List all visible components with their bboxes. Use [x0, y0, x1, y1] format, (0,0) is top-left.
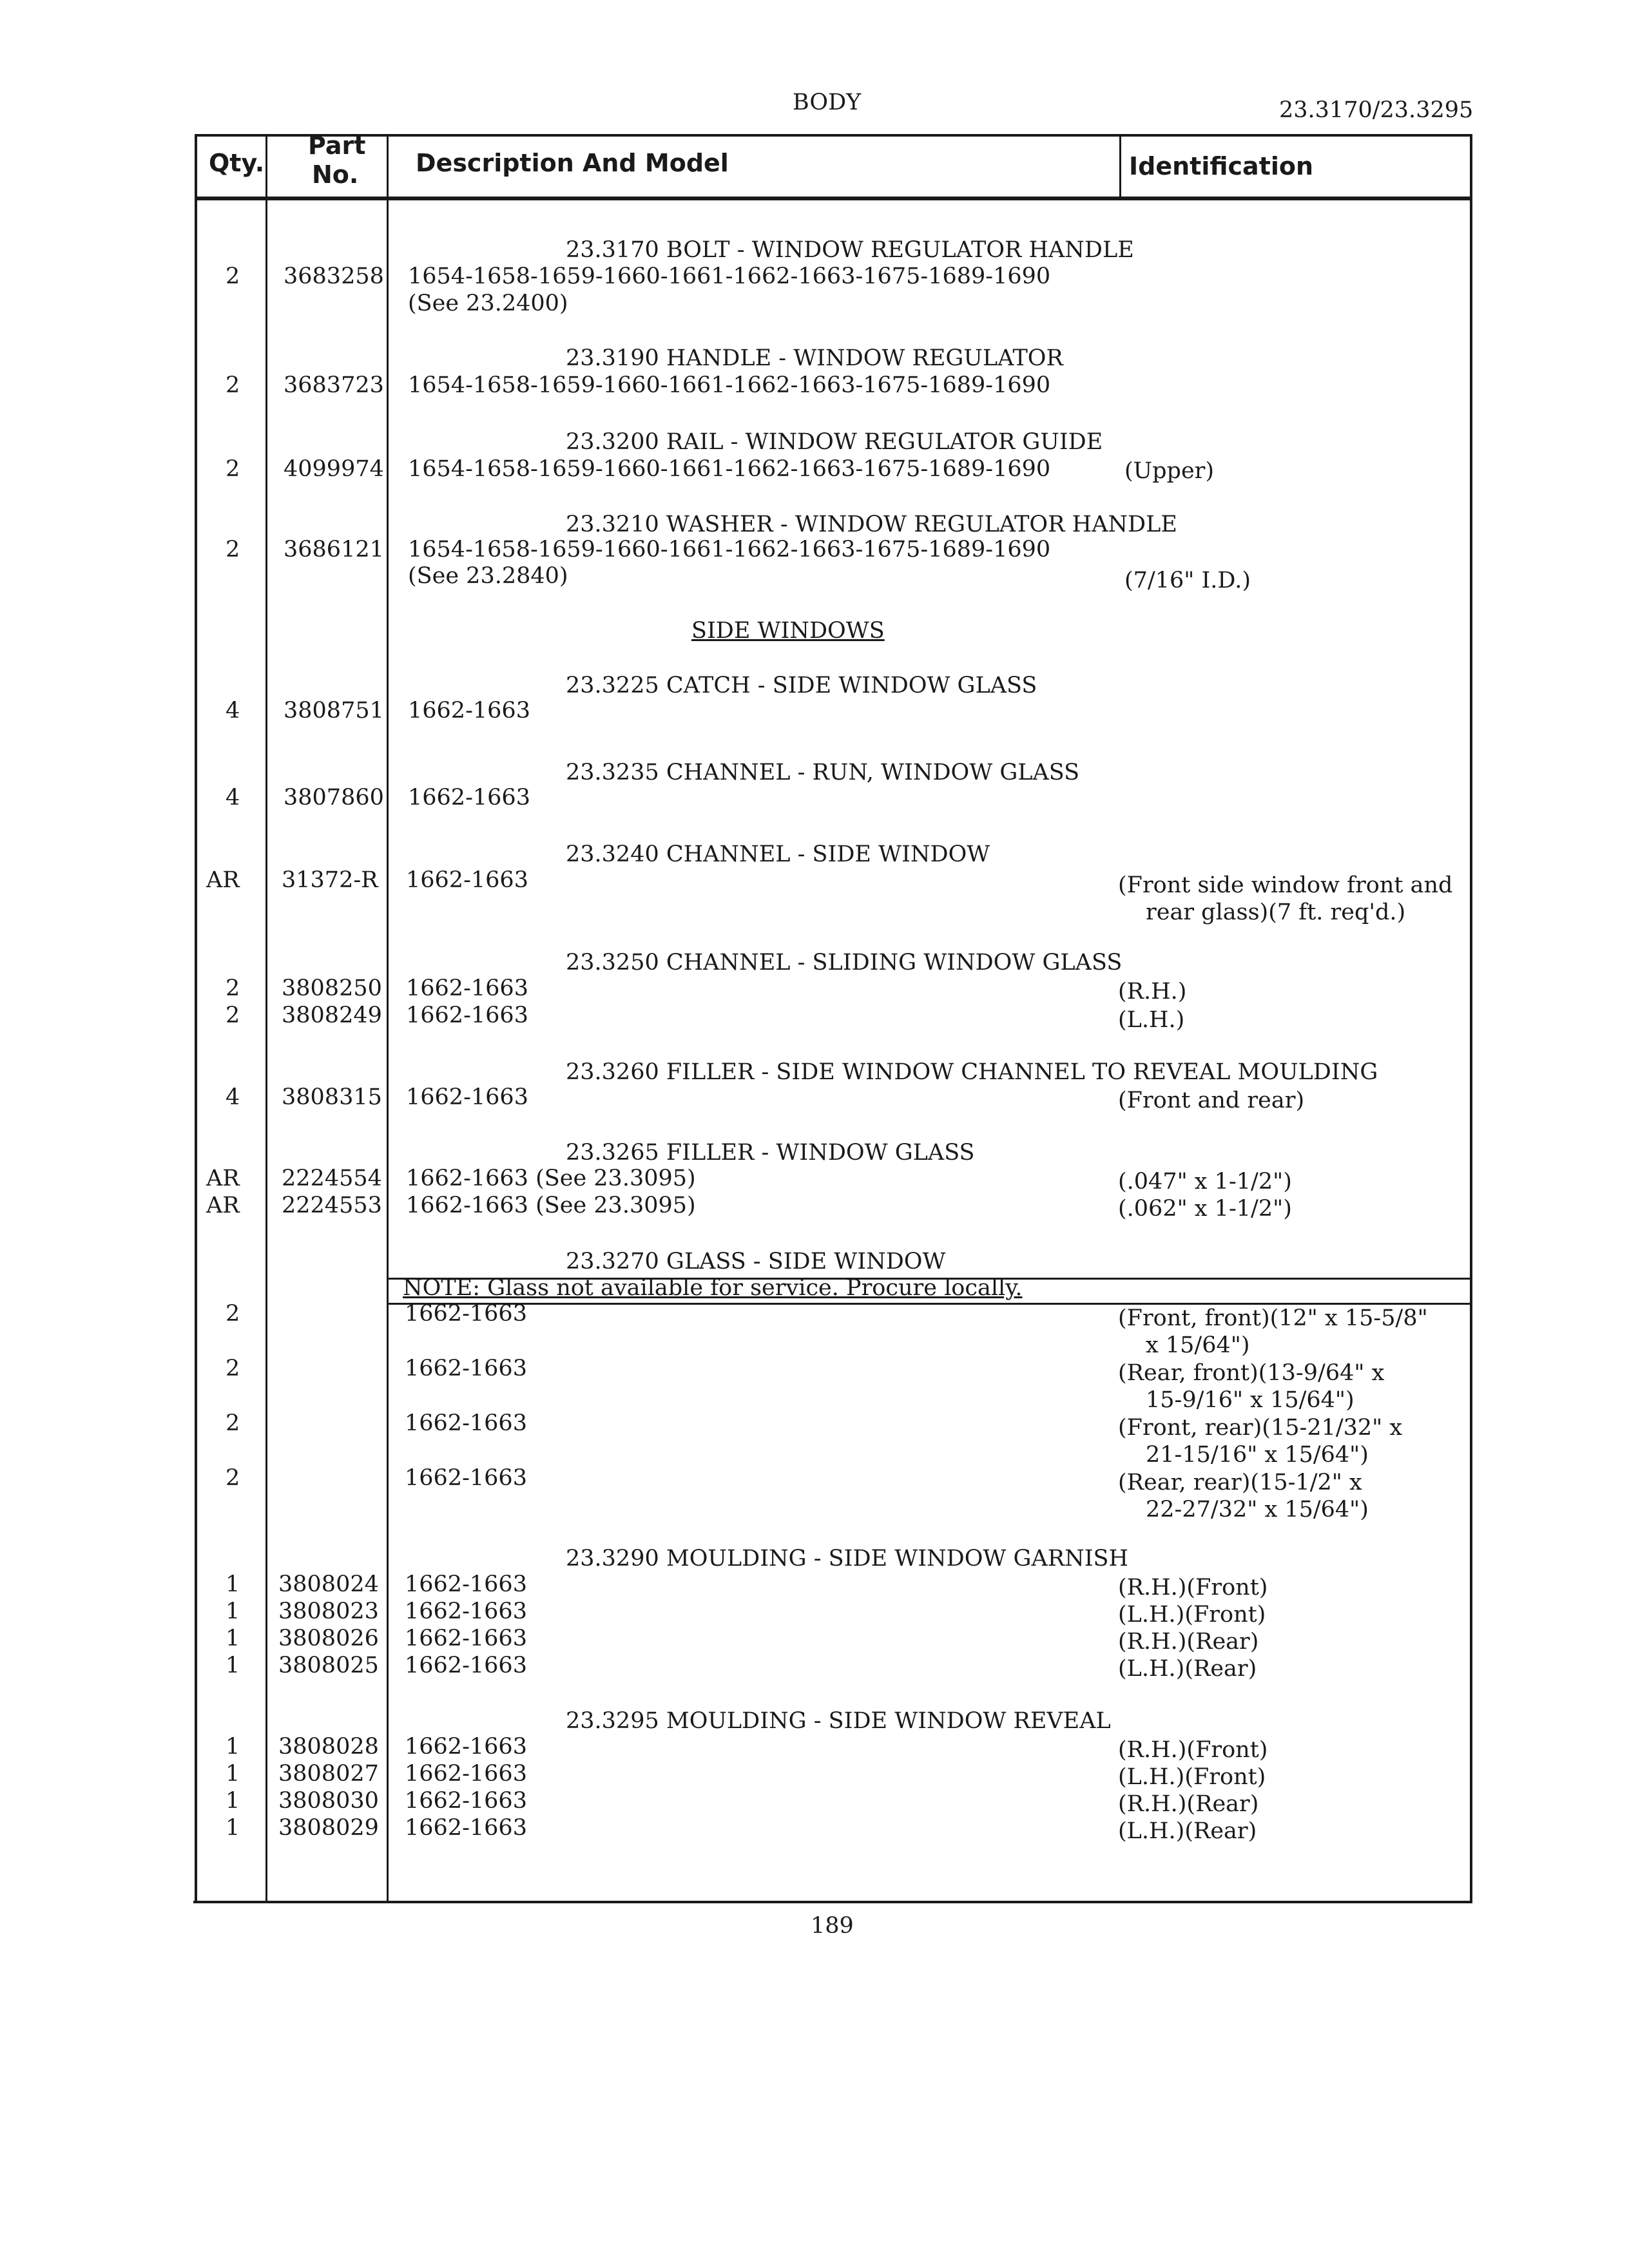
part-number-cell: 3808023 [278, 1599, 379, 1624]
identification-column-divider [1119, 134, 1121, 198]
group-heading: 23.3240 CHANNEL - SIDE WINDOW [566, 841, 990, 867]
identification-cell: (Front side window front and [1118, 872, 1453, 898]
group-heading: 23.3295 MOULDING - SIDE WINDOW REVEAL [566, 1708, 1111, 1734]
model-cell: 1662-1663 [405, 1653, 527, 1678]
identification-cell: (R.H.)(Rear) [1118, 1791, 1259, 1817]
qty-cell: 1 [226, 1734, 240, 1760]
identification-cell: (R.H.) [1118, 979, 1187, 1004]
page-number: 189 [811, 1913, 854, 1939]
group-heading: 23.3200 RAIL - WINDOW REGULATOR GUIDE [566, 429, 1103, 455]
identification-cell: (L.H.) [1118, 1007, 1185, 1033]
identification-cell: rear glass)(7 ft. req'd.) [1146, 899, 1406, 925]
identification-cell: (Front, front)(12" x 15-5/8" [1118, 1305, 1428, 1331]
group-heading: 23.3210 WASHER - WINDOW REGULATOR HANDLE [566, 512, 1177, 537]
model-cell: 1662-1663 [405, 1761, 527, 1787]
model-cell: 1662-1663 [406, 1084, 528, 1110]
identification-cell: (.047" x 1-1/2") [1118, 1169, 1292, 1195]
identification-cell: (L.H.)(Rear) [1118, 1818, 1257, 1844]
identification-cell: 21-15/16" x 15/64") [1146, 1442, 1369, 1468]
part-number-cell: 3808028 [278, 1734, 379, 1760]
model-cell: 1654-1658-1659-1660-1661-1662-1663-1675-1689-1690 [408, 456, 1051, 482]
group-heading: 23.3225 CATCH - SIDE WINDOW GLASS [566, 673, 1037, 698]
part-number-cell: 3808029 [278, 1815, 379, 1841]
identification-cell: (R.H.)(Front) [1118, 1575, 1268, 1600]
identification-cell: (L.H.)(Front) [1118, 1764, 1266, 1790]
model-cell: 1662-1663 (See 23.3095) [406, 1166, 696, 1191]
identification-cell: 22-27/32" x 15/64") [1146, 1497, 1369, 1523]
part-number-cell: 4099974 [284, 456, 384, 482]
part-header-line1: Part [308, 131, 366, 160]
section-subtitle: SIDE WINDOWS [691, 618, 885, 644]
identification-header: Identification [1129, 152, 1314, 180]
table-bottom-border [193, 1901, 1472, 1903]
part-number-cell: 3808025 [278, 1653, 379, 1678]
part-number-cell: 3808751 [284, 698, 384, 724]
qty-cell: 2 [226, 372, 240, 398]
model-cell: 1662-1663 [408, 698, 530, 724]
part-number-cell: 3808030 [278, 1788, 379, 1814]
part-header-line2: No. [312, 160, 359, 189]
model-cell: (See 23.2400) [408, 291, 568, 316]
part-number-cell: 3808249 [282, 1003, 382, 1028]
group-heading: 23.3190 HANDLE - WINDOW REGULATOR [566, 345, 1063, 371]
identification-cell: (R.H.)(Front) [1118, 1737, 1268, 1763]
qty-cell: 2 [226, 264, 240, 289]
model-cell: 1662-1663 [405, 1788, 527, 1814]
qty-cell: AR [206, 1166, 240, 1191]
qty-cell: 1 [226, 1761, 240, 1787]
part-number-cell: 3807860 [284, 785, 384, 811]
part-number-cell: 3683723 [284, 372, 384, 398]
qty-cell: 1 [226, 1571, 240, 1597]
part-number-cell: 2224554 [282, 1166, 382, 1191]
qty-cell: 2 [226, 456, 240, 482]
model-cell: 1662-1663 [406, 867, 528, 893]
part-number-cell: 3808250 [282, 975, 382, 1001]
model-cell: 1654-1658-1659-1660-1661-1662-1663-1675-1689-1690 [408, 372, 1051, 398]
qty-cell: 2 [226, 975, 240, 1001]
qty-header: Qty. [209, 149, 265, 177]
identification-cell: (L.H.)(Front) [1118, 1602, 1266, 1628]
model-cell: 1662-1663 [406, 975, 528, 1001]
qty-cell: 2 [226, 1410, 240, 1436]
identification-cell: (Front, rear)(15-21/32" x [1118, 1415, 1403, 1441]
identification-cell: (Front and rear) [1118, 1088, 1305, 1113]
part-number-cell: 3808315 [282, 1084, 382, 1110]
part-number-cell: 3686121 [284, 537, 384, 562]
model-cell: 1662-1663 [406, 1003, 528, 1028]
qty-cell: 4 [226, 785, 240, 811]
page-range: 23.3170/23.3295 [1279, 97, 1474, 123]
group-heading: 23.3250 CHANNEL - SLIDING WINDOW GLASS [566, 950, 1123, 975]
group-heading: 23.3290 MOULDING - SIDE WINDOW GARNISH [566, 1546, 1129, 1571]
qty-cell: 2 [226, 1465, 240, 1491]
model-cell: 1662-1663 [405, 1599, 527, 1624]
qty-cell: AR [206, 867, 240, 893]
model-cell: 1662-1663 (See 23.3095) [406, 1193, 696, 1218]
part-number-cell: 3808024 [278, 1571, 379, 1597]
model-cell: 1662-1663 [405, 1571, 527, 1597]
identification-cell: (Rear, rear)(15-1/2" x [1118, 1470, 1362, 1495]
group-heading: 23.3170 BOLT - WINDOW REGULATOR HANDLE [566, 237, 1134, 263]
model-cell: 1662-1663 [408, 785, 530, 811]
identification-cell: (R.H.)(Rear) [1118, 1629, 1259, 1655]
model-cell: 1662-1663 [405, 1626, 527, 1651]
identification-cell: (7/16" I.D.) [1124, 568, 1251, 593]
qty-cell: 1 [226, 1815, 240, 1841]
qty-cell: 2 [226, 1301, 240, 1327]
part-number-cell: 3808027 [278, 1761, 379, 1787]
model-cell: 1662-1663 [405, 1301, 527, 1327]
group-heading: 23.3260 FILLER - SIDE WINDOW CHANNEL TO REVEAL MOULDING [566, 1059, 1378, 1085]
part-column-divider [387, 134, 389, 1903]
group-heading: 23.3235 CHANNEL - RUN, WINDOW GLASS [566, 760, 1080, 785]
identification-cell: (L.H.)(Rear) [1118, 1656, 1257, 1682]
note-text: NOTE: Glass not available for service. Procure locally. [403, 1275, 1023, 1301]
model-cell: 1654-1658-1659-1660-1661-1662-1663-1675-1689-1690 [408, 264, 1051, 289]
qty-cell: 2 [226, 537, 240, 562]
identification-cell: x 15/64") [1146, 1332, 1250, 1358]
qty-cell: 1 [226, 1599, 240, 1624]
model-cell: 1662-1663 [405, 1465, 527, 1491]
qty-cell: 2 [226, 1003, 240, 1028]
model-cell: 1662-1663 [405, 1356, 527, 1381]
qty-cell: 4 [226, 1084, 240, 1110]
model-cell: 1654-1658-1659-1660-1661-1662-1663-1675-1689-1690 [408, 537, 1051, 562]
model-cell: 1662-1663 [405, 1734, 527, 1760]
table-right-border [1470, 134, 1472, 1903]
identification-cell: 15-9/16" x 15/64") [1146, 1387, 1354, 1413]
qty-cell: 1 [226, 1788, 240, 1814]
part-number-cell: 3808026 [278, 1626, 379, 1651]
qty-column-divider [265, 134, 267, 1903]
model-cell: 1662-1663 [405, 1410, 527, 1436]
identification-cell: (Rear, front)(13-9/64" x [1118, 1360, 1385, 1386]
model-cell: 1662-1663 [405, 1815, 527, 1841]
group-heading: 23.3270 GLASS - SIDE WINDOW [566, 1249, 946, 1274]
group-heading: 23.3265 FILLER - WINDOW GLASS [566, 1140, 975, 1166]
identification-cell: (.062" x 1-1/2") [1118, 1196, 1292, 1222]
identification-cell: (Upper) [1124, 458, 1215, 484]
model-cell: (See 23.2840) [408, 563, 568, 589]
section-title: BODY [793, 90, 862, 115]
qty-cell: AR [206, 1193, 240, 1218]
qty-cell: 1 [226, 1626, 240, 1651]
description-header: Description And Model [416, 149, 729, 177]
qty-cell: 4 [226, 698, 240, 724]
part-number-cell: 2224553 [282, 1193, 382, 1218]
qty-cell: 1 [226, 1653, 240, 1678]
table-left-border [195, 134, 197, 1903]
part-number-cell: 3683258 [284, 264, 384, 289]
qty-cell: 2 [226, 1356, 240, 1381]
part-number-cell: 31372-R [282, 867, 378, 893]
